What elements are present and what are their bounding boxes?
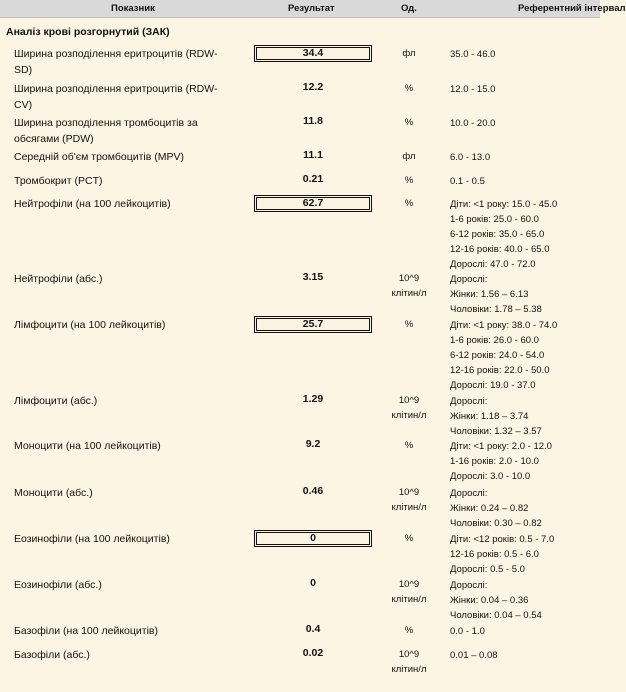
reference-line: 0.01 – 0.08 <box>450 650 498 661</box>
reference-line: Жінки: 1.18 – 3.74 <box>450 411 529 422</box>
reference-line: 12-16 років: 40.0 - 65.0 <box>450 244 550 255</box>
reference-line: Дорослі: <box>450 274 488 285</box>
reference-line: 6-12 років: 35.0 - 65.0 <box>450 229 545 240</box>
result-value: 34.4 <box>302 47 324 59</box>
result-value: 0.4 <box>305 623 321 635</box>
test-name: Нейтрофіли (абс.) <box>14 273 103 285</box>
result-unit: фл <box>402 151 416 162</box>
reference-line: Чоловіки: 1.32 – 3.57 <box>450 426 542 437</box>
reference-range <box>450 439 600 484</box>
reference-line: Дорослі: <box>450 580 488 591</box>
reference-line: 0.1 - 0.5 <box>450 176 485 187</box>
result-box <box>254 80 372 97</box>
result-unit: 10^9 клітин/л <box>391 579 427 605</box>
reference-line: Дорослі: 19.0 - 37.0 <box>450 380 536 391</box>
result-unit: % <box>404 83 414 94</box>
result-value: 12.2 <box>302 81 324 93</box>
reference-line: Чоловіки: 1.78 – 5.38 <box>450 304 542 315</box>
result-value: 0.21 <box>302 173 324 185</box>
reference-range <box>450 394 600 439</box>
result-unit: 10^9 клітин/л <box>391 273 427 299</box>
result-value: 11.8 <box>303 115 323 127</box>
reference-line: 12-16 років: 22.0 - 50.0 <box>450 365 550 376</box>
test-name: Еозинофіли (на 100 лейкоцитів) <box>14 533 170 545</box>
result-unit: 10^9 клітин/л <box>391 487 427 513</box>
reference-line: 35.0 - 46.0 <box>450 49 496 60</box>
test-name: Ширина розподілення тромбоцитів за обсягами (PDW) <box>14 117 198 145</box>
reference-line: 12.0 - 15.0 <box>450 84 496 95</box>
result-unit: % <box>404 440 414 451</box>
result-unit: 10^9 клітин/л <box>391 395 427 421</box>
result-unit: % <box>404 175 414 186</box>
reference-line: 1-6 років: 26.0 - 60.0 <box>450 335 539 346</box>
result-unit: % <box>404 625 414 636</box>
reference-range <box>450 47 600 62</box>
reference-range <box>450 624 600 639</box>
result-value: 0 <box>310 532 316 544</box>
reference-line: Дорослі: 47.0 - 72.0 <box>450 259 536 270</box>
reference-range <box>450 197 600 272</box>
test-name: Тромбокрит (PCT) <box>14 175 103 187</box>
reference-line: Діти: <1 року: 15.0 - 45.0 <box>450 199 558 210</box>
reference-line: 12-16 років: 0.5 - 6.0 <box>450 549 539 560</box>
result-unit: фл <box>402 48 416 59</box>
reference-line: Жінки: 0.24 – 0.82 <box>450 503 529 514</box>
result-unit: 10^9 клітин/л <box>391 649 427 675</box>
reference-line: Чоловіки: 0.04 – 0.54 <box>450 610 542 621</box>
reference-line: Дорослі: <box>450 396 488 407</box>
result-box <box>254 576 372 593</box>
reference-line: Дорослі: 0.5 - 5.0 <box>450 564 525 575</box>
result-value: 0 <box>310 577 316 589</box>
result-unit: % <box>404 533 414 544</box>
test-name: Лімфоцити (на 100 лейкоцитів) <box>14 319 166 331</box>
result-box <box>254 270 372 287</box>
test-name: Базофіли (на 100 лейкоцитів) <box>14 625 158 637</box>
result-box-flagged <box>254 316 372 333</box>
result-box <box>254 646 372 663</box>
test-name: Базофіли (абс.) <box>14 649 90 661</box>
header-result: Результат <box>288 3 335 14</box>
result-box <box>254 172 372 189</box>
result-value: 25.7 <box>302 318 324 330</box>
test-name: Середній об'єм тромбоцитів (MPV) <box>14 151 184 163</box>
header-name: Показник <box>111 3 155 14</box>
reference-line: Жінки: 0.04 – 0.36 <box>450 595 529 606</box>
result-unit: % <box>404 117 414 128</box>
reference-range <box>450 82 600 97</box>
reference-range <box>450 486 600 531</box>
result-unit: % <box>404 319 414 330</box>
reference-line: Дорослі: 3.0 - 10.0 <box>450 471 531 482</box>
reference-line: Жінки: 1.56 – 6.13 <box>450 289 529 300</box>
test-name: Лімфоцити (абс.) <box>14 395 98 407</box>
reference-line: 1-6 років: 25.0 - 60.0 <box>450 214 539 225</box>
reference-line: 1-16 років: 2.0 - 10.0 <box>450 456 539 467</box>
result-box-flagged <box>254 530 372 547</box>
header-reference: Референтний інтервал <box>518 3 626 14</box>
reference-range <box>450 578 600 623</box>
result-value: 1.29 <box>302 393 324 405</box>
result-value: 0.02 <box>302 647 324 659</box>
test-name: Еозинофіли (абс.) <box>14 579 102 591</box>
result-box <box>254 392 372 409</box>
reference-range <box>450 116 600 131</box>
result-unit: % <box>404 198 414 209</box>
reference-line: Діти: <1 року: 2.0 - 12.0 <box>450 441 552 452</box>
result-value: 0.46 <box>302 485 324 497</box>
reference-range <box>450 648 600 663</box>
table-header <box>0 0 626 18</box>
reference-line: Чоловіки: 0.30 – 0.82 <box>450 518 542 529</box>
reference-line: 0.0 - 1.0 <box>450 626 485 637</box>
test-name: Нейтрофіли (на 100 лейкоцитів) <box>14 198 171 210</box>
reference-line: 6-12 років: 24.0 - 54.0 <box>450 350 545 361</box>
result-value: 3.15 <box>302 271 324 283</box>
result-value: 11.1 <box>303 149 323 161</box>
result-value: 62.7 <box>302 197 324 209</box>
result-box-flagged <box>254 195 372 212</box>
reference-range <box>450 532 600 577</box>
section-title: Аналіз крові розгорнутий (ЗАК) <box>6 26 170 38</box>
reference-line: 10.0 - 20.0 <box>450 118 496 129</box>
result-value: 9.2 <box>305 438 321 450</box>
header-unit: Од. <box>401 3 417 14</box>
reference-line: Діти: <12 років: 0.5 - 7.0 <box>450 534 555 545</box>
test-name: Ширина розподілення еритроцитів (RDW-CV) <box>14 83 218 111</box>
reference-range <box>450 150 600 165</box>
test-name: Ширина розподілення еритроцитів (RDW-SD) <box>14 48 218 76</box>
test-name: Моноцити (абс.) <box>14 487 93 499</box>
result-box <box>254 437 372 454</box>
result-box <box>254 148 372 165</box>
reference-line: Дорослі: <box>450 488 488 499</box>
result-box-flagged <box>254 45 372 62</box>
result-box <box>254 622 372 639</box>
reference-line: Діти: <1 року: 38.0 - 74.0 <box>450 320 558 331</box>
reference-range <box>450 174 600 189</box>
reference-range <box>450 272 600 317</box>
reference-line: 6.0 - 13.0 <box>450 152 491 163</box>
result-box <box>254 484 372 501</box>
test-name: Моноцити (на 100 лейкоцитів) <box>14 440 161 452</box>
reference-range <box>450 318 600 393</box>
result-box <box>254 114 372 131</box>
